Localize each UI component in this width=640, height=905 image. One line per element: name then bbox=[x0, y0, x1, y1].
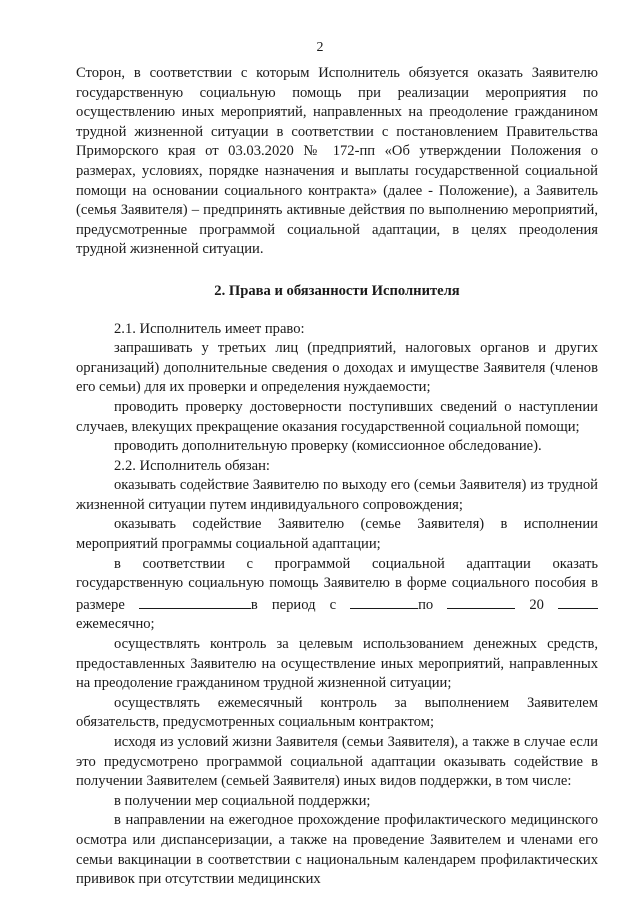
duty-item: оказывать содействие Заявителю (семье Заявителя) в исполнении мероприятий программы социальной адаптации; bbox=[76, 516, 598, 553]
to-word: по bbox=[418, 596, 434, 613]
payment-clause bbox=[76, 555, 598, 635]
monthly-word: ежемесячно; bbox=[76, 616, 155, 633]
year-blank[interactable] bbox=[558, 594, 598, 609]
end-date-blank[interactable] bbox=[447, 594, 515, 609]
section-heading: 2. Права и обязанности Исполнителя bbox=[214, 282, 460, 299]
duty-item: исходя из условий жизни Заявителя (семьи Заявителя), а также в случае если это предусмотрено программой социальной адаптации оказывать содействие в получении Заявителем (семьей Заявителя) иных видов поддержки, в том числе: bbox=[76, 734, 598, 790]
duty-item: в получении мер социальной поддержки; bbox=[114, 792, 371, 809]
duty-item: оказывать содействие Заявителю по выходу его (семьи Заявителя) из трудной жизненной ситуации путем индивидуального сопровождения; bbox=[76, 477, 598, 513]
duty-item: осуществлять ежемесячный контроль за выполнением Заявителем обязательств, предусмотренных социальным контрактом; bbox=[76, 694, 598, 731]
right-item: проводить проверку достоверности поступивших сведений о наступлении случаев, влекущих прекращение оказания государственной социальной помощи; bbox=[76, 398, 598, 435]
duty-item: в направлении на ежегодное прохождение профилактического медицинского осмотра или диспансеризации, а также на проведение Заявителем и членами его семьи вакцинации в соответствии с национальным календарем профилактических прививок при отсутствии медицинских bbox=[76, 812, 598, 888]
right-item: запрашивать у третьих лиц (предприятий, налоговых органов и других организаций) дополнительные сведения о доходах и имуществе Заявителя (членов его семьи) для их проверки и определения нуждаемости; bbox=[76, 340, 598, 396]
payment-text: в соответствии с программой социальной адаптации оказать государственную социальную помощь Заявителю в форме социального пособия в размере bbox=[76, 555, 598, 613]
start-date-blank[interactable] bbox=[350, 594, 418, 609]
rights-title: 2.1. Исполнитель имеет право: bbox=[114, 320, 305, 337]
period-word: в период с bbox=[250, 596, 337, 613]
duties-title: 2.2. Исполнитель обязан: bbox=[114, 457, 270, 474]
intro-paragraph: Сторон, в соответствии с которым Исполнитель обязуется оказать Заявителю государственную социальную помощь при реализации мероприятия по осуществлению иных мероприятий, направленных на преодоление гражданином трудной жизненной ситуации в соответствии с постановлением Правительства Приморского края от 03.03.2020 № 172-пп «Об утверждении Положения о размерах, условиях, порядке назначения и выплаты государственной социальной помощи на основании социального контракта» (далее - Положение), а Заявитель (семья Заявителя) – предпринять активные действия по выполнению мероприятий, предусмотренные программой социальной адаптации, в целях преодоления трудной жизненной ситуации. bbox=[76, 65, 598, 258]
right-item: проводить дополнительную проверку (комиссионное обследование). bbox=[114, 438, 542, 455]
document-body bbox=[76, 64, 598, 890]
amount-blank[interactable] bbox=[139, 594, 251, 609]
page-number: 2 bbox=[316, 40, 324, 55]
year-prefix: 20 bbox=[529, 596, 544, 613]
duty-item: осуществлять контроль за целевым использованием денежных средств, предоставленных Заявителю на осуществление иных мероприятий, направленных на преодоление гражданином трудной жизненной ситуации; bbox=[76, 636, 598, 692]
